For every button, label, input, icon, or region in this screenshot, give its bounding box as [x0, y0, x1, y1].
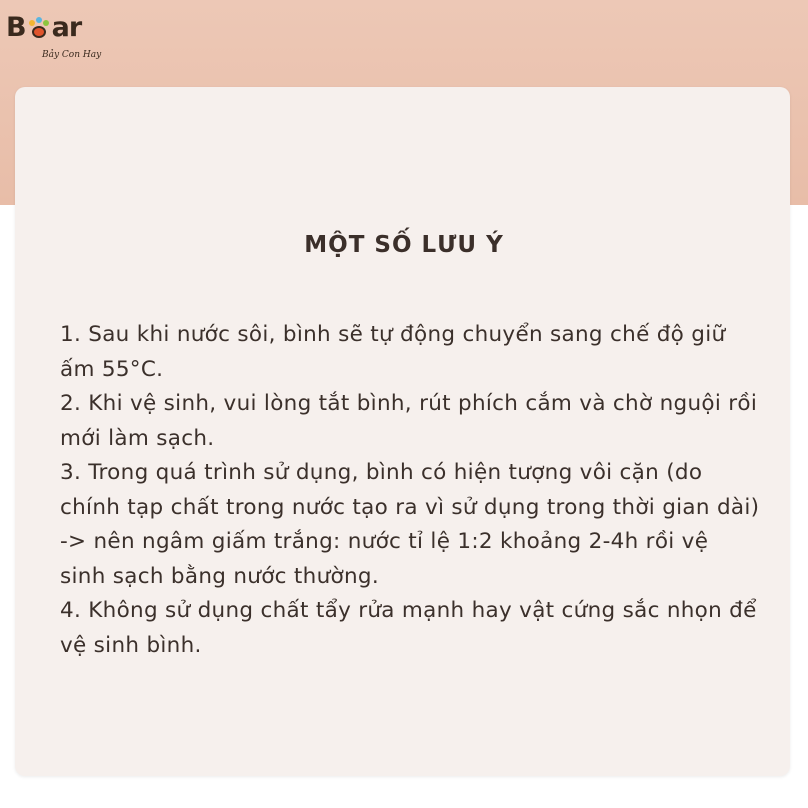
notice-item: 3. Trong quá trình sử dụng, bình có hiện tượng vôi cặn (do chính tạp chất trong nước tạo ra vì sử dụng trong thời gian dài) -> nên ngâm giấm trắng: nước tỉ lệ 1:2 khoảng 2-4h rồi vệ sinh sạch bằng nước thường.	[60, 460, 760, 589]
logo-letters-ar: ar	[51, 12, 82, 43]
logo-tagline: Bảy Con Hay	[42, 50, 102, 60]
notice-item: 1. Sau khi nước sôi, bình sẽ tự động chuyển sang chế độ giữ ấm 55°C.	[60, 322, 726, 382]
notice-title: MỘT SỐ LƯU Ý	[304, 232, 504, 258]
logo-letter-b: B	[6, 12, 26, 43]
logo-wordmark	[6, 12, 81, 43]
notice-item: 2. Khi vệ sinh, vui lòng tắt bình, rút phích cắm và chờ nguội rồi mới làm sạch.	[60, 391, 758, 451]
notice-item: 4. Không sử dụng chất tẩy rửa mạnh hay vật cứng sắc nhọn để vệ sinh bình.	[60, 598, 757, 658]
paw-icon	[27, 17, 51, 39]
brand-logo	[6, 12, 106, 70]
notice-list	[60, 318, 760, 663]
